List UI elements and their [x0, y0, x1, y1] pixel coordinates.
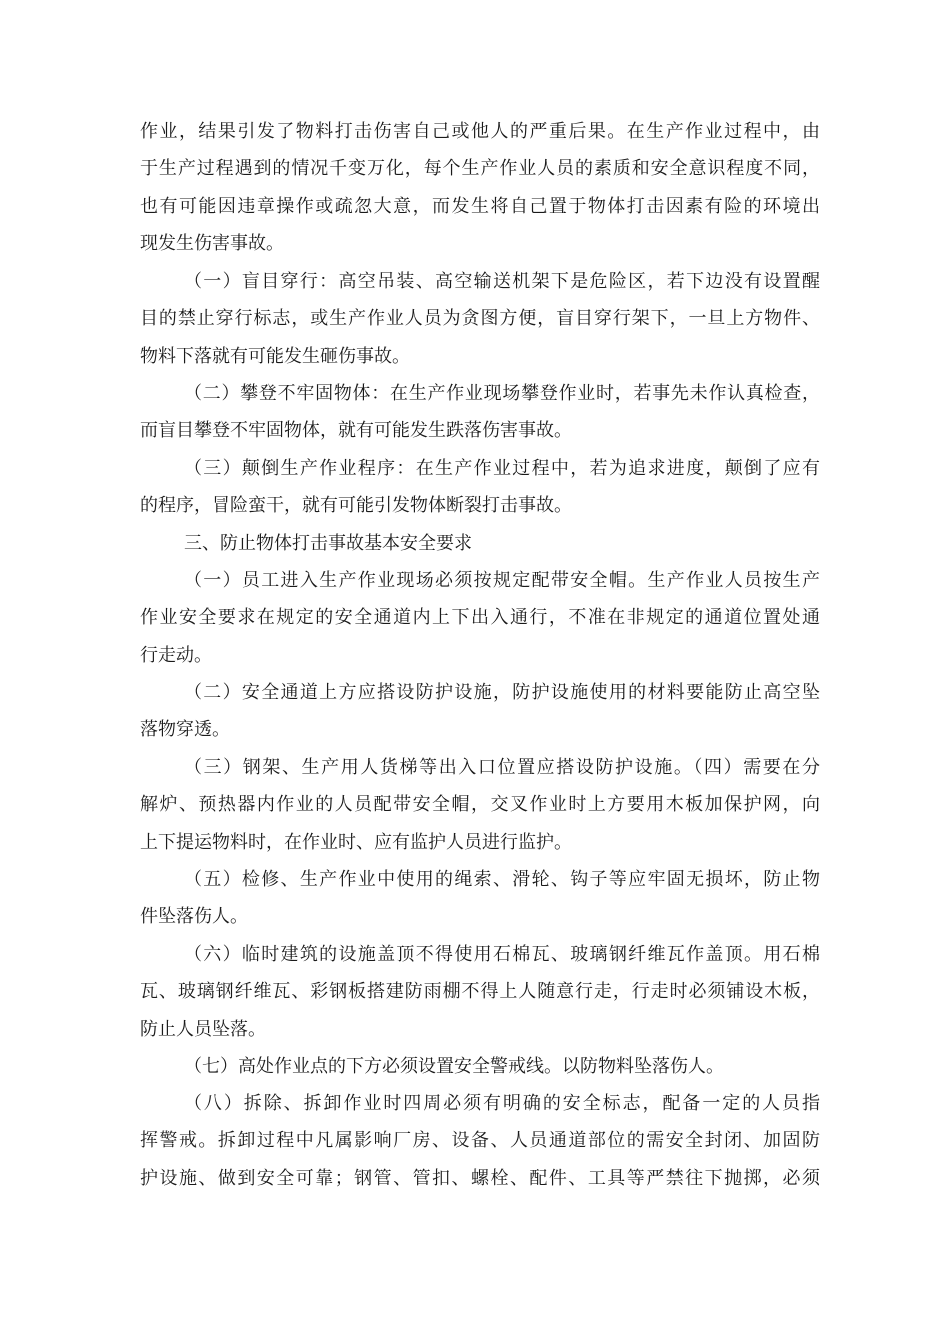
text-line: （七）高处作业点的下方必须设置安全警戒线。以防物料坠落伤人。	[184, 1056, 724, 1077]
text-line: （二）安全通道上方应搭设防护设施，防护设施使用的材料要能防止高空坠	[184, 682, 820, 703]
text-line: （一）员工进入生产作业现场必须按规定配带安全帽。生产作业人员按生产	[184, 570, 820, 591]
paragraph-requirement-1	[140, 562, 820, 674]
paragraph-requirement-8	[140, 1085, 820, 1197]
paragraph-blind-crossing	[140, 263, 820, 375]
text-line: （三）颠倒生产作业程序：在生产作业过程中，若为追求进度，颠倒了应有	[184, 458, 820, 479]
paragraph-reversed-procedure	[140, 450, 820, 525]
text-line: 而盲目攀登不牢固物体，就有可能发生跌落伤害事故。	[140, 420, 572, 442]
text-line: 件坠落伤人。	[140, 906, 248, 928]
text-line: 作业安全要求在规定的安全通道内上下出入通行，不准在非规定的通道位置处通	[140, 607, 820, 629]
text-line: 瓦、玻璃钢纤维瓦、彩钢板搭建防雨棚不得上人随意行走，行走时必须铺设木板，	[140, 981, 820, 1003]
paragraph-requirement-6	[140, 936, 820, 1048]
paragraph-requirement-2	[140, 674, 820, 749]
text-line: 护设施、做到安全可靠；钢管、管扣、螺栓、配件、工具等严禁往下抛掷，必须	[140, 1167, 820, 1189]
text-line: 物料下落就有可能发生砸伤事故。	[140, 345, 410, 367]
text-line: 现发生伤害事故。	[140, 232, 284, 254]
paragraph-requirement-3-4	[140, 749, 820, 861]
text-line: 行走动。	[140, 644, 212, 666]
text-line: 的程序，冒险蛮干，就有可能引发物体断裂打击事故。	[140, 495, 572, 517]
paragraph-continuation	[140, 113, 820, 262]
text-line: 于生产过程遇到的情况千变万化，每个生产作业人员的素质和安全意识程度不同，	[140, 158, 820, 180]
text-line: （五）检修、生产作业中使用的绳索、滑轮、钩子等应牢固无损坏，防止物	[184, 869, 820, 890]
text-line: （一）盲目穿行：高空吊装、高空输送机架下是危险区，若下边没有设置醒	[184, 271, 820, 292]
text-line: 挥警戒。拆卸过程中凡属影响厂房、设备、人员通道部位的需安全封闭、加固防	[140, 1130, 820, 1152]
text-line: （六）临时建筑的设施盖顶不得使用石棉瓦、玻璃钢纤维瓦作盖顶。用石棉	[184, 944, 820, 965]
paragraph-requirement-7	[140, 1048, 820, 1085]
text-line: （三）钢架、生产用人货梯等出入口位置应搭设防护设施。（四）需要在分	[184, 757, 820, 778]
text-line: （二）攀登不牢固物体：在生产作业现场攀登作业时，若事先未作认真检查，	[184, 383, 820, 404]
section-heading	[140, 525, 820, 562]
text-line: 落物穿透。	[140, 719, 230, 741]
text-line: （八）拆除、拆卸作业时四周必须有明确的安全标志，配备一定的人员指	[184, 1093, 820, 1114]
heading-text: 三、防止物体打击事故基本安全要求	[184, 533, 472, 554]
paragraph-unstable-climbing	[140, 375, 820, 450]
paragraph-requirement-5	[140, 861, 820, 936]
text-line: 上下提运物料时，在作业时、应有监护人员进行监护。	[140, 831, 572, 853]
text-line: 解炉、预热器内作业的人员配带安全帽，交叉作业时上方要用木板加保护网，向	[140, 794, 820, 816]
text-line: 防止人员坠落。	[140, 1018, 266, 1040]
text-line: 也有可能因违章操作或疏忽大意，而发生将自己置于物体打击因素有险的环境出	[140, 195, 820, 217]
text-line: 目的禁止穿行标志，或生产作业人员为贪图方便，盲目穿行架下，一旦上方物件、	[140, 308, 820, 330]
text-line: 作业，结果引发了物料打击伤害自己或他人的严重后果。在生产作业过程中，由	[140, 121, 820, 142]
